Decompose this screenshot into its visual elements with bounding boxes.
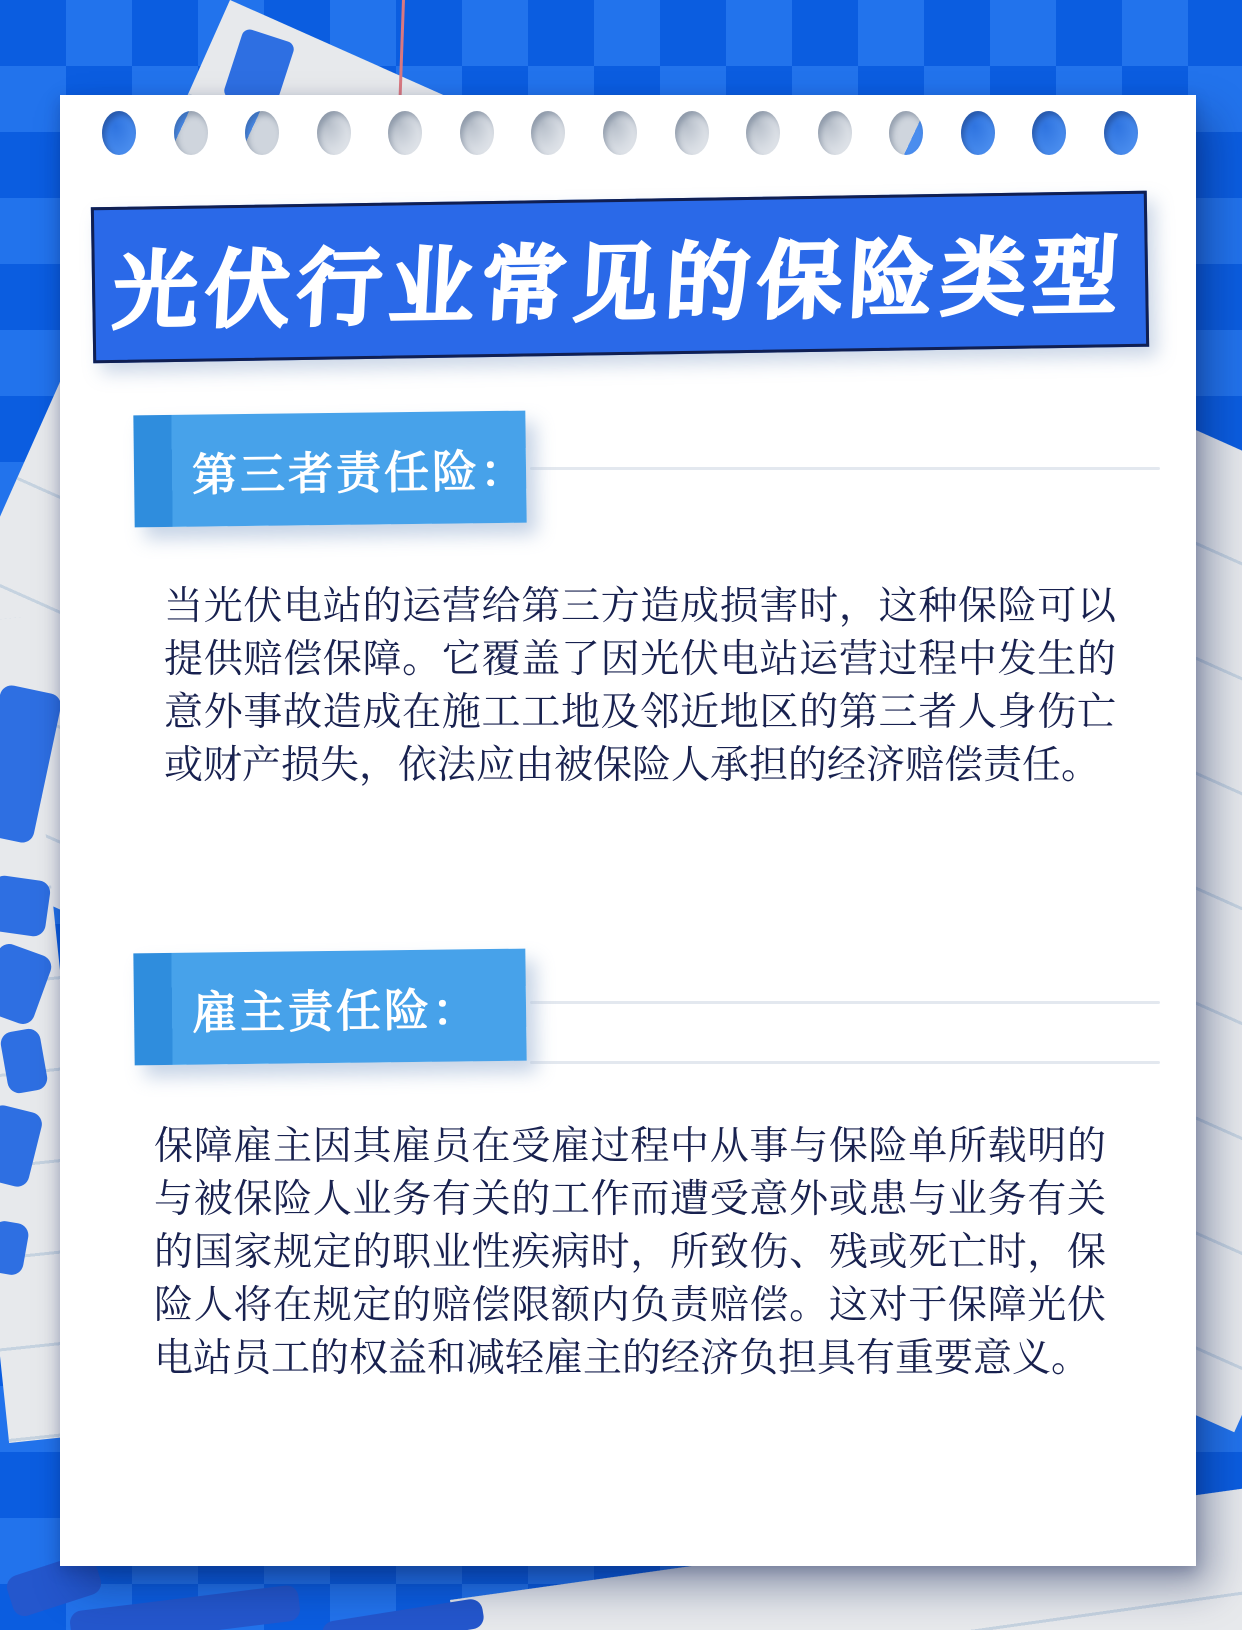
paper-crease-line [530,1001,1160,1004]
punch-hole [1104,111,1138,155]
punch-hole [1032,111,1066,155]
punch-hole [317,111,351,155]
punch-holes-row [102,111,1138,155]
section-heading-box [133,411,529,528]
punch-hole [174,111,208,155]
punch-hole [531,111,565,155]
punch-hole [746,111,780,155]
punch-hole [460,111,494,155]
punch-hole [102,111,136,155]
title-banner [91,191,1149,364]
section-heading: 雇主责任险： [191,983,481,1039]
punch-hole [961,111,995,155]
punch-hole [388,111,422,155]
section-heading: 第三者责任险： [191,445,529,501]
section-body-text: 保障雇主因其雇员在受雇过程中从事与保险单所载明的与被保险人业务有关的工作而遭受意外或患与业务有关的国家规定的职业性疾病时，所致伤、残或死亡时，保险人将在规定的赔偿限额内负责赔偿。这对于保障光伏电站员工的权益和减轻雇主的经济负担具有重要意义。 [154,1125,1106,1380]
punch-hole [245,111,279,155]
punch-hole [675,111,709,155]
page-title: 光伏行业常见的保险类型 [111,228,1129,339]
punch-hole [603,111,637,155]
section-heading-box [133,949,526,1066]
paper-crease-line [530,467,1160,470]
marker-scribble [0,874,52,938]
punch-hole [889,111,923,155]
section-body-text: 当光伏电站的运营给第三方造成损害时，这种保险可以提供赔偿保障。它覆盖了因光伏电站运营过程中发生的意外事故造成在施工工地及邻近地区的第三者人身伤亡或财产损失，依法应由被保险人承担的经济赔偿责任。 [164,585,1116,787]
punch-hole [818,111,852,155]
paper-crease-line [530,1061,1160,1064]
notebook-page-card [60,95,1196,1566]
